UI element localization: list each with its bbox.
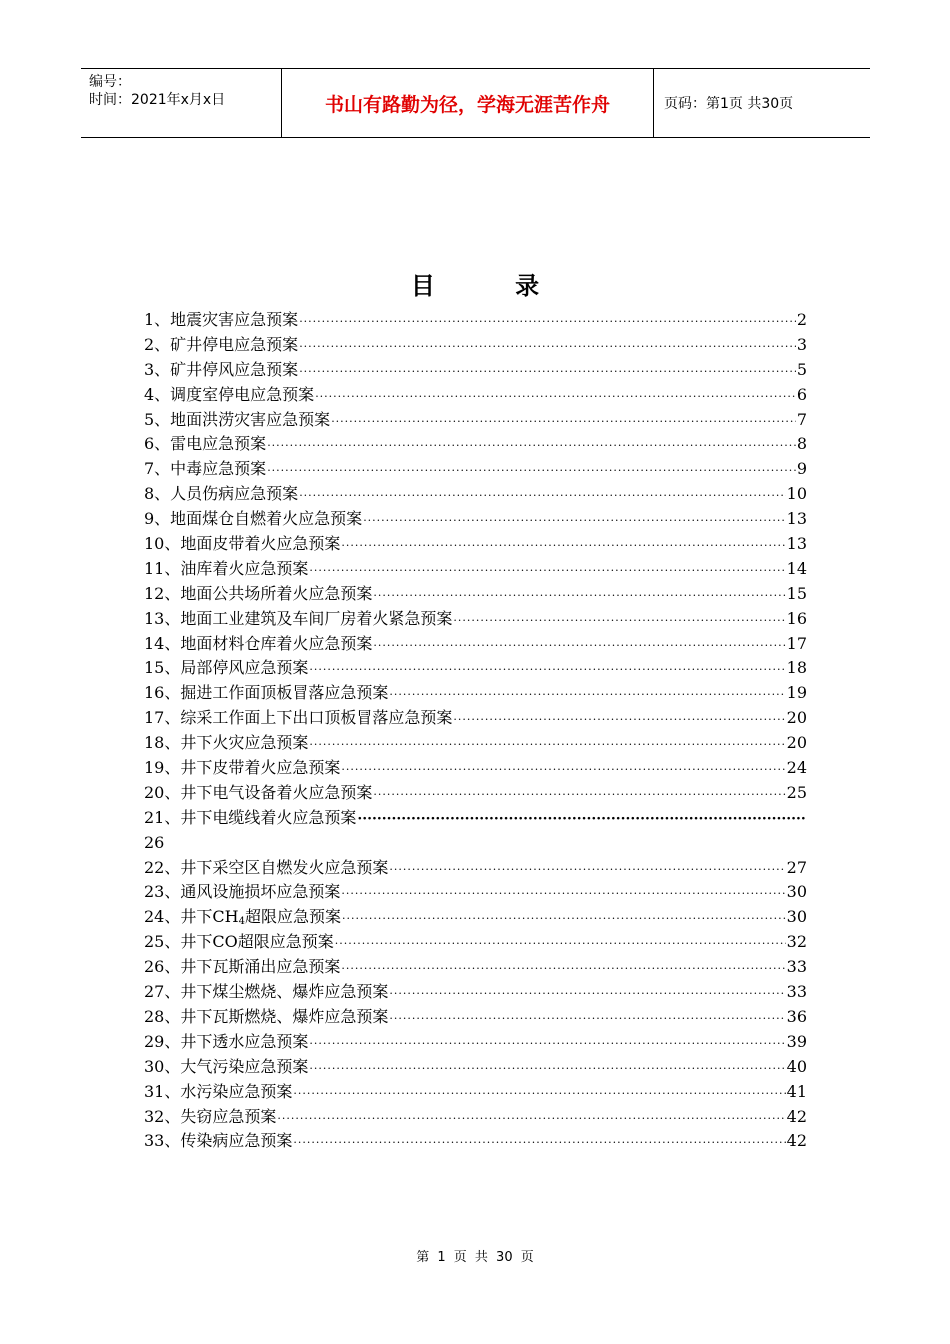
toc-entry-page-continued [144,831,807,856]
toc-entry-page: 9 [796,459,807,479]
toc-entry-label: 19、井下皮带着火应急预案 [144,758,341,778]
toc-entry-label: 2、矿井停电应急预案 [144,334,299,354]
toc-leader-dots [309,1032,785,1057]
toc-leader-dots [389,1007,785,1032]
toc-entry-label: 5、地面洪涝灾害应急预案 [144,409,331,429]
toc-title: 目 录 [410,272,576,300]
toc-entry-label: 4、调度室停电应急预案 [144,384,315,404]
toc-entry-label: 21、井下电缆线着火应急预案 [144,807,357,827]
header-page-info: 页码：第1页 共30页 [664,96,794,112]
toc-entry-page: 26 [144,832,165,852]
toc-entry[interactable] [144,1005,807,1030]
toc-entry-label: 8、人员伤病应急预案 [144,484,299,504]
toc-leader-dots [363,509,785,534]
toc-leader-dots [373,584,785,609]
toc-entry[interactable] [144,1030,807,1055]
toc-leader-dots [453,708,785,733]
toc-leader-dots [299,484,785,509]
toc-leader-dots [315,385,796,410]
toc-entry-page: 41 [786,1081,807,1101]
toc-entry[interactable] [144,457,807,482]
toc-entry[interactable] [144,607,807,632]
toc-entry-page: 33 [786,982,807,1002]
toc-entry-page: 25 [786,782,807,802]
toc-entry[interactable] [144,1080,807,1105]
toc-entry-label: 15、局部停风应急预案 [144,658,309,678]
toc-entry[interactable] [144,1105,807,1130]
toc-entry-label: 20、井下电气设备着火应急预案 [144,782,373,802]
toc-leader-dots [453,609,785,634]
toc-entry[interactable] [144,507,807,532]
toc-entry-page: 7 [796,409,807,429]
toc-entry-label: 18、井下火灾应急预案 [144,733,309,753]
toc-entry-page: 32 [786,932,807,952]
toc-entry[interactable] [144,308,807,333]
toc-entry[interactable] [144,980,807,1005]
toc-entry-label: 26、井下瓦斯涌出应急预案 [144,957,341,977]
toc-leader-dots [309,559,785,584]
toc-leader-dots [331,410,796,435]
toc-entry-page: 30 [786,907,807,927]
toc-entry-label: 24、井下$CH_4$超限应急预案 [144,907,341,928]
toc-entry-page: 30 [786,882,807,902]
toc-leader-dots [373,634,785,659]
toc-entry[interactable] [144,333,807,358]
toc-leader-dots [342,907,786,932]
toc-leader-dots [293,1082,785,1107]
toc-entry[interactable] [144,781,807,806]
toc-leader-dots [335,932,786,957]
toc-leader-dots [309,658,785,683]
toc-entry-label: 3、矿井停风应急预案 [144,359,299,379]
toc-entry-page: 13 [786,509,807,529]
toc-leader-dots [299,335,796,360]
toc-entry-page: 2 [796,310,807,329]
page-header [81,68,870,138]
toc-leader-dots [277,1107,785,1132]
toc-entry-page: 19 [786,683,807,703]
toc-entry[interactable] [144,955,807,980]
toc-entry-label: 33、传染病应急预案 [144,1131,293,1151]
toc-entry-page: 14 [786,558,807,578]
toc-entry-page: 10 [786,484,807,504]
toc-entry-label: 28、井下瓦斯燃烧、爆炸应急预案 [144,1006,389,1026]
toc-entry-label: 27、井下煤尘燃烧、爆炸应急预案 [144,982,389,1002]
toc-entry-label: 25、井下CO超限应急预案 [144,932,334,952]
toc-entry[interactable] [144,731,807,756]
toc-entry-page: 17 [786,633,807,653]
toc-leader-dots [341,957,785,982]
page-footer: 第 1 页 共 30 页 [416,1250,534,1265]
toc-entry-page: 24 [786,758,807,778]
toc-entry-label: 32、失窃应急预案 [144,1106,277,1126]
toc-leader-dots [357,807,806,832]
toc-entry[interactable] [144,557,807,582]
toc-entry-label: 17、综采工作面上下出口顶板冒落应急预案 [144,708,453,728]
toc-entry[interactable] [144,756,807,781]
toc-entry-page: 39 [786,1031,807,1051]
toc-entry[interactable] [144,706,807,731]
toc-entry-page: 20 [786,708,807,728]
toc-entry-label: 13、地面工业建筑及车间厂房着火紧急预案 [144,608,453,628]
toc-entry-page: 13 [786,534,807,554]
toc-entry-page: 40 [786,1056,807,1076]
toc-leader-dots [267,434,796,459]
toc-entry-label: 29、井下透水应急预案 [144,1031,309,1051]
toc-entry[interactable] [144,383,807,408]
toc-leader-dots [309,733,785,758]
toc-leader-dots [389,683,785,708]
toc-entry-label: 12、地面公共场所着火应急预案 [144,583,373,603]
toc-entry-label: 6、雷电应急预案 [144,434,267,454]
toc-entry-label: 23、通风设施损坏应急预案 [144,882,341,902]
toc-entry-label: 9、地面煤仓自燃着火应急预案 [144,509,363,529]
toc-entry[interactable] [144,880,807,905]
toc-entry-label: 31、水污染应急预案 [144,1081,293,1101]
toc-entry-label: 1、地震灾害应急预案 [144,310,299,329]
toc-leader-dots [389,858,785,883]
toc-entry-page: 6 [796,384,807,404]
document-time: 时间：2021年x月x日 [89,92,226,108]
toc-leader-dots [341,882,785,907]
toc-entry[interactable] [144,930,807,955]
toc-leader-dots [389,982,785,1007]
toc-entry-page: 36 [786,1006,807,1026]
toc-entry-page: 3 [796,334,807,354]
toc-entry-page: 5 [796,359,807,379]
toc-leader-dots [341,534,785,559]
toc-entry-page: 20 [786,733,807,753]
toc-entry-page: 42 [786,1106,807,1126]
toc-entry-page: 8 [796,434,807,454]
toc-entry-page: 42 [786,1131,807,1151]
toc-entry-page: 33 [786,957,807,977]
toc-entry[interactable] [144,482,807,507]
toc-leader-dots [299,310,796,335]
toc-entry[interactable] [144,632,807,657]
toc-leader-dots [309,1057,785,1082]
toc-entry[interactable] [144,856,807,881]
toc-entry[interactable] [144,582,807,607]
toc-entry-page: 16 [786,608,807,628]
toc-entry-label: 14、地面材料仓库着火应急预案 [144,633,373,653]
toc-entry-label: 7、中毒应急预案 [144,459,267,479]
toc-entry[interactable] [144,656,807,681]
toc-entry[interactable] [144,1055,807,1080]
toc-entry[interactable] [144,905,807,930]
toc-entry-label: 30、大气污染应急预案 [144,1056,309,1076]
toc-entry-label: 22、井下采空区自燃发火应急预案 [144,857,389,877]
toc-leader-dots [373,783,785,808]
toc-entry-label: 16、掘进工作面顶板冒落应急预案 [144,683,389,703]
toc-entry-label: 10、地面皮带着火应急预案 [144,534,341,554]
header-motto: 书山有路勤为径，学海无涯苦作舟 [281,69,654,137]
toc-entry[interactable] [144,532,807,557]
toc-leader-dots [341,758,785,783]
document-number-label: 编号： [89,74,131,90]
toc-entry-page: 15 [786,583,807,603]
toc-entry[interactable] [144,1129,807,1154]
toc-entry[interactable] [144,681,807,706]
toc-entry[interactable] [144,408,807,433]
toc-leader-dots [293,1131,785,1156]
toc-entry-page: 18 [786,658,807,678]
toc-entry-page: 27 [786,857,807,877]
toc-entry[interactable] [144,806,807,831]
table-of-contents [144,308,807,1154]
toc-leader-dots [299,360,796,385]
toc-entry-label: 11、油库着火应急预案 [144,558,309,578]
toc-leader-dots [267,459,796,484]
header-meta [81,69,281,137]
toc-entry[interactable] [144,432,807,457]
toc-entry[interactable] [144,358,807,383]
